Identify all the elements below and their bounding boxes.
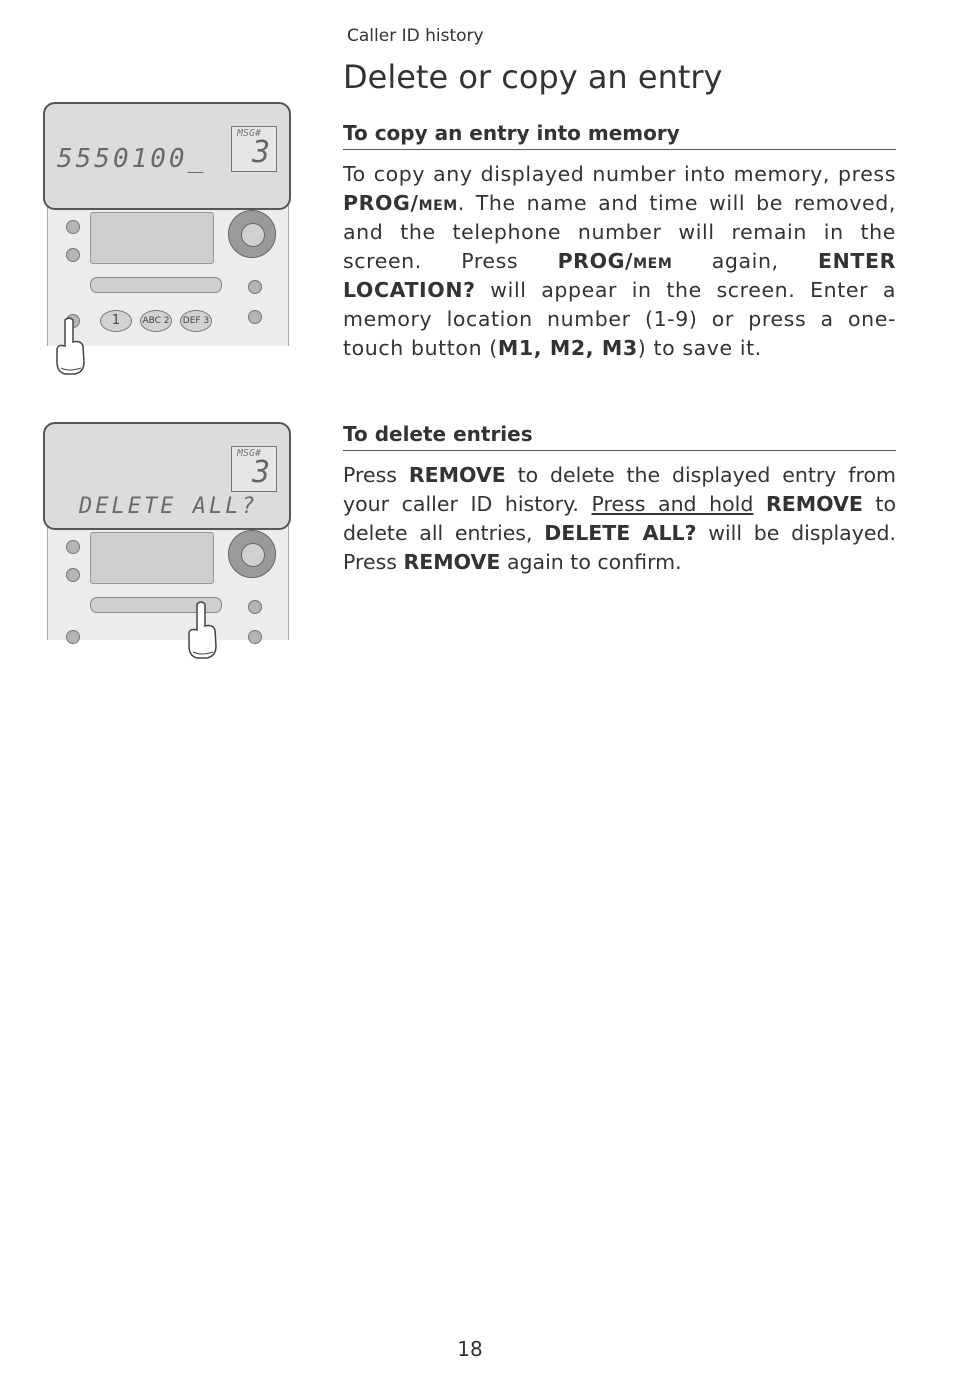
secondary-screen: [90, 212, 214, 264]
delete-text-1: Press: [343, 463, 409, 487]
msg-counter: [231, 126, 277, 172]
delete-paragraph: [343, 461, 896, 577]
cid-key: [66, 248, 80, 262]
page-title: Delete or copy an entry: [343, 58, 723, 96]
copy-text-4: will appear in the screen. Enter a memory location number (1-9) or press a one-touch button (: [343, 278, 896, 360]
msg-label: MSG#: [237, 128, 262, 139]
delete-all-ref: DELETE ALL?: [544, 521, 697, 545]
nav-disc: [228, 210, 276, 258]
remove-key-ref-2: REMOVE: [765, 492, 863, 516]
section-label: Caller ID history: [347, 26, 484, 46]
prog-label: PROG/: [343, 191, 419, 215]
delete-text-4: will be displayed. Press: [343, 521, 897, 574]
remove-key-ref: REMOVE: [408, 463, 506, 487]
secondary-screen: [90, 532, 214, 584]
copy-text-5: ) to save it.: [637, 336, 762, 360]
pointing-finger-icon: [53, 316, 87, 378]
delete-text-2: to delete the displayed entry from your caller ID history.: [343, 463, 896, 516]
digit-key-2: ABC 2: [140, 310, 172, 332]
lcd-message: DELETE ALL?: [79, 494, 258, 519]
lcd-display: [43, 422, 291, 530]
delete-heading: To delete entries: [343, 422, 896, 451]
copy-heading: To copy an entry into memory: [343, 121, 896, 150]
msg-counter: [231, 446, 277, 492]
nav-center: [241, 223, 265, 247]
delete-text-3: to delete all entries,: [343, 492, 897, 545]
msg-number: 3: [251, 455, 270, 490]
msg-number: 3: [251, 135, 270, 170]
one-touch-buttons-ref: M1, M2, M3: [497, 336, 638, 360]
delete-text-5: again to confirm.: [500, 550, 682, 574]
press-and-hold-text: Press and hold: [591, 492, 754, 516]
msg-label: MSG#: [237, 448, 262, 459]
lcd-display: [43, 102, 291, 210]
copy-paragraph: [343, 160, 896, 363]
digit-key-1: 1: [100, 310, 132, 332]
cid-button-bar: [90, 277, 222, 293]
copy-text-1: To copy any displayed number into memory, press: [343, 162, 896, 186]
phone-illustration-delete: [43, 422, 291, 662]
enter-location-ref: ENTER LOCATION?: [343, 249, 896, 302]
copy-text-3: again,: [672, 249, 819, 273]
redial-key: [248, 630, 262, 644]
page-number: 18: [457, 1337, 483, 1361]
phone-illustration-copy: [43, 102, 291, 382]
cid-key: [66, 568, 80, 582]
clock-key: [248, 280, 262, 294]
nav-center: [241, 543, 265, 567]
mem-label: mem: [633, 249, 673, 273]
prog-mem-key: [66, 630, 80, 644]
prog-key-ref: [343, 191, 458, 215]
mem-label: mem: [418, 191, 458, 215]
pointing-finger-icon: [185, 600, 219, 662]
clock-key: [248, 600, 262, 614]
prog-label: PROG/: [557, 249, 634, 273]
nav-disc: [228, 530, 276, 578]
prog-key-ref-2: [558, 249, 673, 273]
copy-text-2: . The name and time will be removed, and the telephone number will remain in the screen. Press: [343, 191, 896, 273]
redial-key: [248, 310, 262, 324]
digit-key-3: DEF 3: [180, 310, 212, 332]
tad-key: [66, 540, 80, 554]
lcd-number: 5550100_: [57, 144, 207, 174]
tad-key: [66, 220, 80, 234]
remove-key-ref-3: REMOVE: [403, 550, 501, 574]
phone-body: [47, 512, 289, 640]
